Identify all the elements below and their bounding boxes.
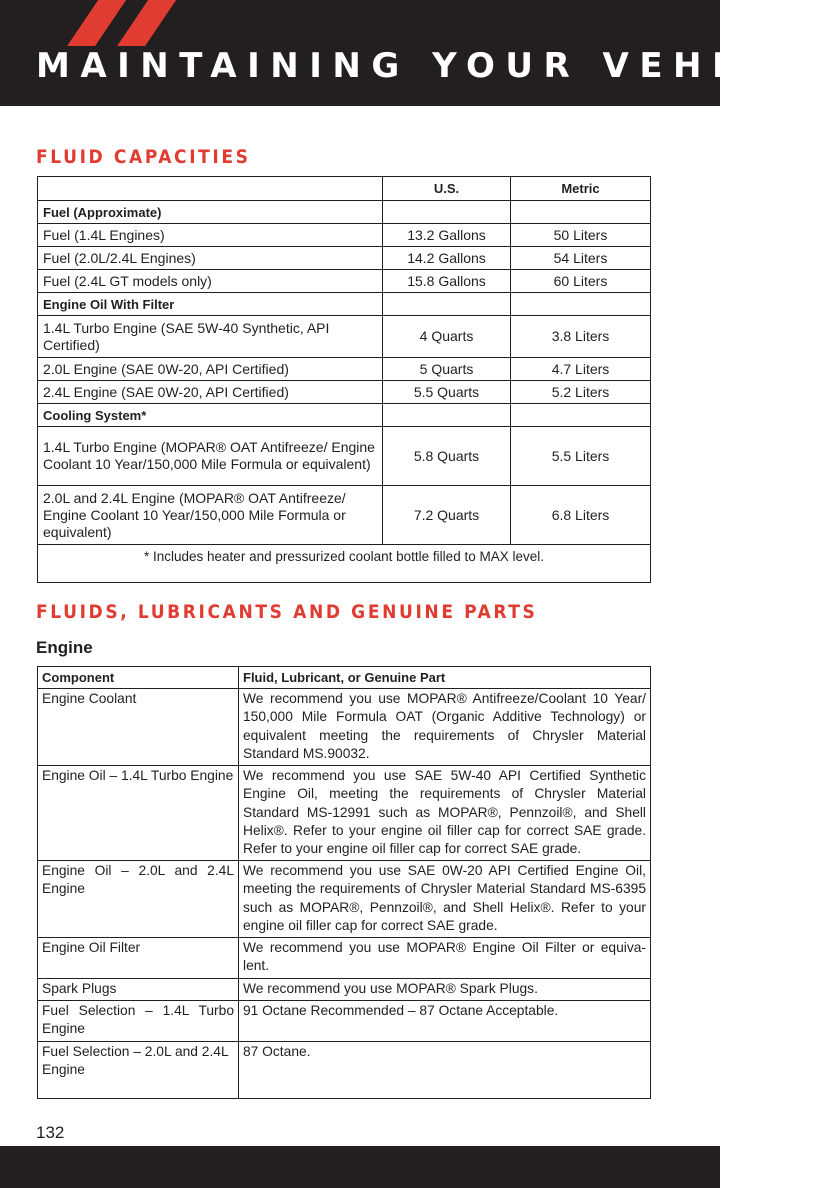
us-value: 15.8 Gallons [383,270,511,293]
row-label: 1.4L Turbo Engine (SAE 5W-40 Synthetic, API Certified) [38,316,383,358]
page-footer [0,1146,720,1188]
table-row [38,1001,651,1042]
us-value: 14.2 Gallons [383,247,511,270]
row-label: Fuel (2.4L GT models only) [38,270,383,293]
page-header [0,0,837,106]
category-label: Engine Oil With Filter [38,293,383,316]
table-row [38,316,651,358]
metric-value: 5.2 Liters [511,381,651,404]
fluid-capacities-table [37,176,651,583]
component-name: Engine Oil – 2.0L and 2.4L Engine [38,861,239,938]
row-label: 1.4L Turbo Engine (MOPAR® OAT Antifreeze/ Engine Coolant 10 Year/150,000 Mile Formula or equivalent) [38,427,383,486]
column-header: Fluid, Lubricant, or Genuine Part [239,667,651,689]
engine-subtitle: Engine [36,638,93,657]
row-label: 2.0L and 2.4L Engine (MOPAR® OAT Antifreeze/ Engine Coolant 10 Year/150,000 Mile Formula or equivalent) [38,486,383,545]
us-value: 5 Quarts [383,358,511,381]
component-name: Spark Plugs [38,979,239,1001]
metric-value: 4.7 Liters [511,358,651,381]
us-value: 13.2 Gallons [383,224,511,247]
table-row [38,861,651,938]
part-description: We recommend you use MOPAR® Spark Plugs. [239,979,651,1001]
table-row [38,766,651,861]
metric-value: 5.5 Liters [511,427,651,486]
table-row [38,689,651,766]
table-row [38,404,651,427]
component-name: Engine Coolant [38,689,239,766]
column-header [38,177,383,201]
row-label: 2.4L Engine (SAE 0W-20, API Certified) [38,381,383,404]
us-value: 5.8 Quarts [383,427,511,486]
table-row [38,1042,651,1099]
table-row [38,270,651,293]
column-header: U.S. [383,177,511,201]
part-description: We recommend you use SAE 0W-20 API Certified Engine Oil, meeting the requirements of Chrysler Material Standard MS-6395 such as MOPAR®, Pennzoil®, and Shell Helix®. Refer to your engine oil filler cap for correct SAE grade. [239,861,651,938]
table-row [38,358,651,381]
row-label: Fuel (1.4L Engines) [38,224,383,247]
table-row [38,201,651,224]
metric-value: 54 Liters [511,247,651,270]
fluid-capacities-title: FLUID CAPACITIES [36,146,251,168]
metric-value: 3.8 Liters [511,316,651,358]
component-name: Fuel Selection – 2.0L and 2.4L Engine [38,1042,239,1099]
component-name: Fuel Selection – 1.4L Turbo Engine [38,1001,239,1042]
table-row [38,224,651,247]
metric-value: 6.8 Liters [511,486,651,545]
component-name: Engine Oil – 1.4L Turbo Engine [38,766,239,861]
part-description: 91 Octane Recommended – 87 Octane Acceptable. [239,1001,651,1042]
header-stripe-decoration [117,0,183,46]
table-header-row [38,177,651,201]
column-header: Component [38,667,239,689]
table-row [38,427,651,486]
column-header: Metric [511,177,651,201]
table-row [38,381,651,404]
metric-value: 50 Liters [511,224,651,247]
fluids-lubricants-title: FLUIDS, LUBRICANTS AND GENUINE PARTS [36,601,538,623]
table-row [38,938,651,979]
category-label: Fuel (Approximate) [38,201,383,224]
table-row [38,979,651,1001]
us-value: 5.5 Quarts [383,381,511,404]
metric-value: 60 Liters [511,270,651,293]
chapter-title: MAINTAINING YOUR VEHICLE [36,46,837,86]
part-description: 87 Octane. [239,1042,651,1099]
component-name: Engine Oil Filter [38,938,239,979]
table-row [38,293,651,316]
page-number: 132 [36,1123,65,1142]
footnote: * Includes heater and pressurized coolant bottle filled to MAX level. [38,545,651,583]
table-row [38,247,651,270]
table-row [38,486,651,545]
row-label: Fuel (2.0L/2.4L Engines) [38,247,383,270]
us-value: 4 Quarts [383,316,511,358]
part-description: We recommend you use SAE 5W-40 API Certified Synthetic Engine Oil, meeting the requirements of Chrysler Material Standard MS-12991 such as MOPAR®, Pennzoil®, and Shell Helix®. Refer to your engine oil filler cap for correct SAE grade. Refer to your engine oil filler cap for correct SAE grade. [239,766,651,861]
us-value: 7.2 Quarts [383,486,511,545]
category-label: Cooling System* [38,404,383,427]
footnote-row [38,545,651,583]
part-description: We recommend you use MOPAR® Engine Oil Filter or equiva-lent. [239,938,651,979]
fluids-lubricants-table [37,666,651,1099]
row-label: 2.0L Engine (SAE 0W-20, API Certified) [38,358,383,381]
table-header-row [38,667,651,689]
part-description: We recommend you use MOPAR® Antifreeze/Coolant 10 Year/ 150,000 Mile Formula OAT (Organic Additive Technology) or equivalent meeting the requirements of Chrysler Material Standard MS.90032. [239,689,651,766]
